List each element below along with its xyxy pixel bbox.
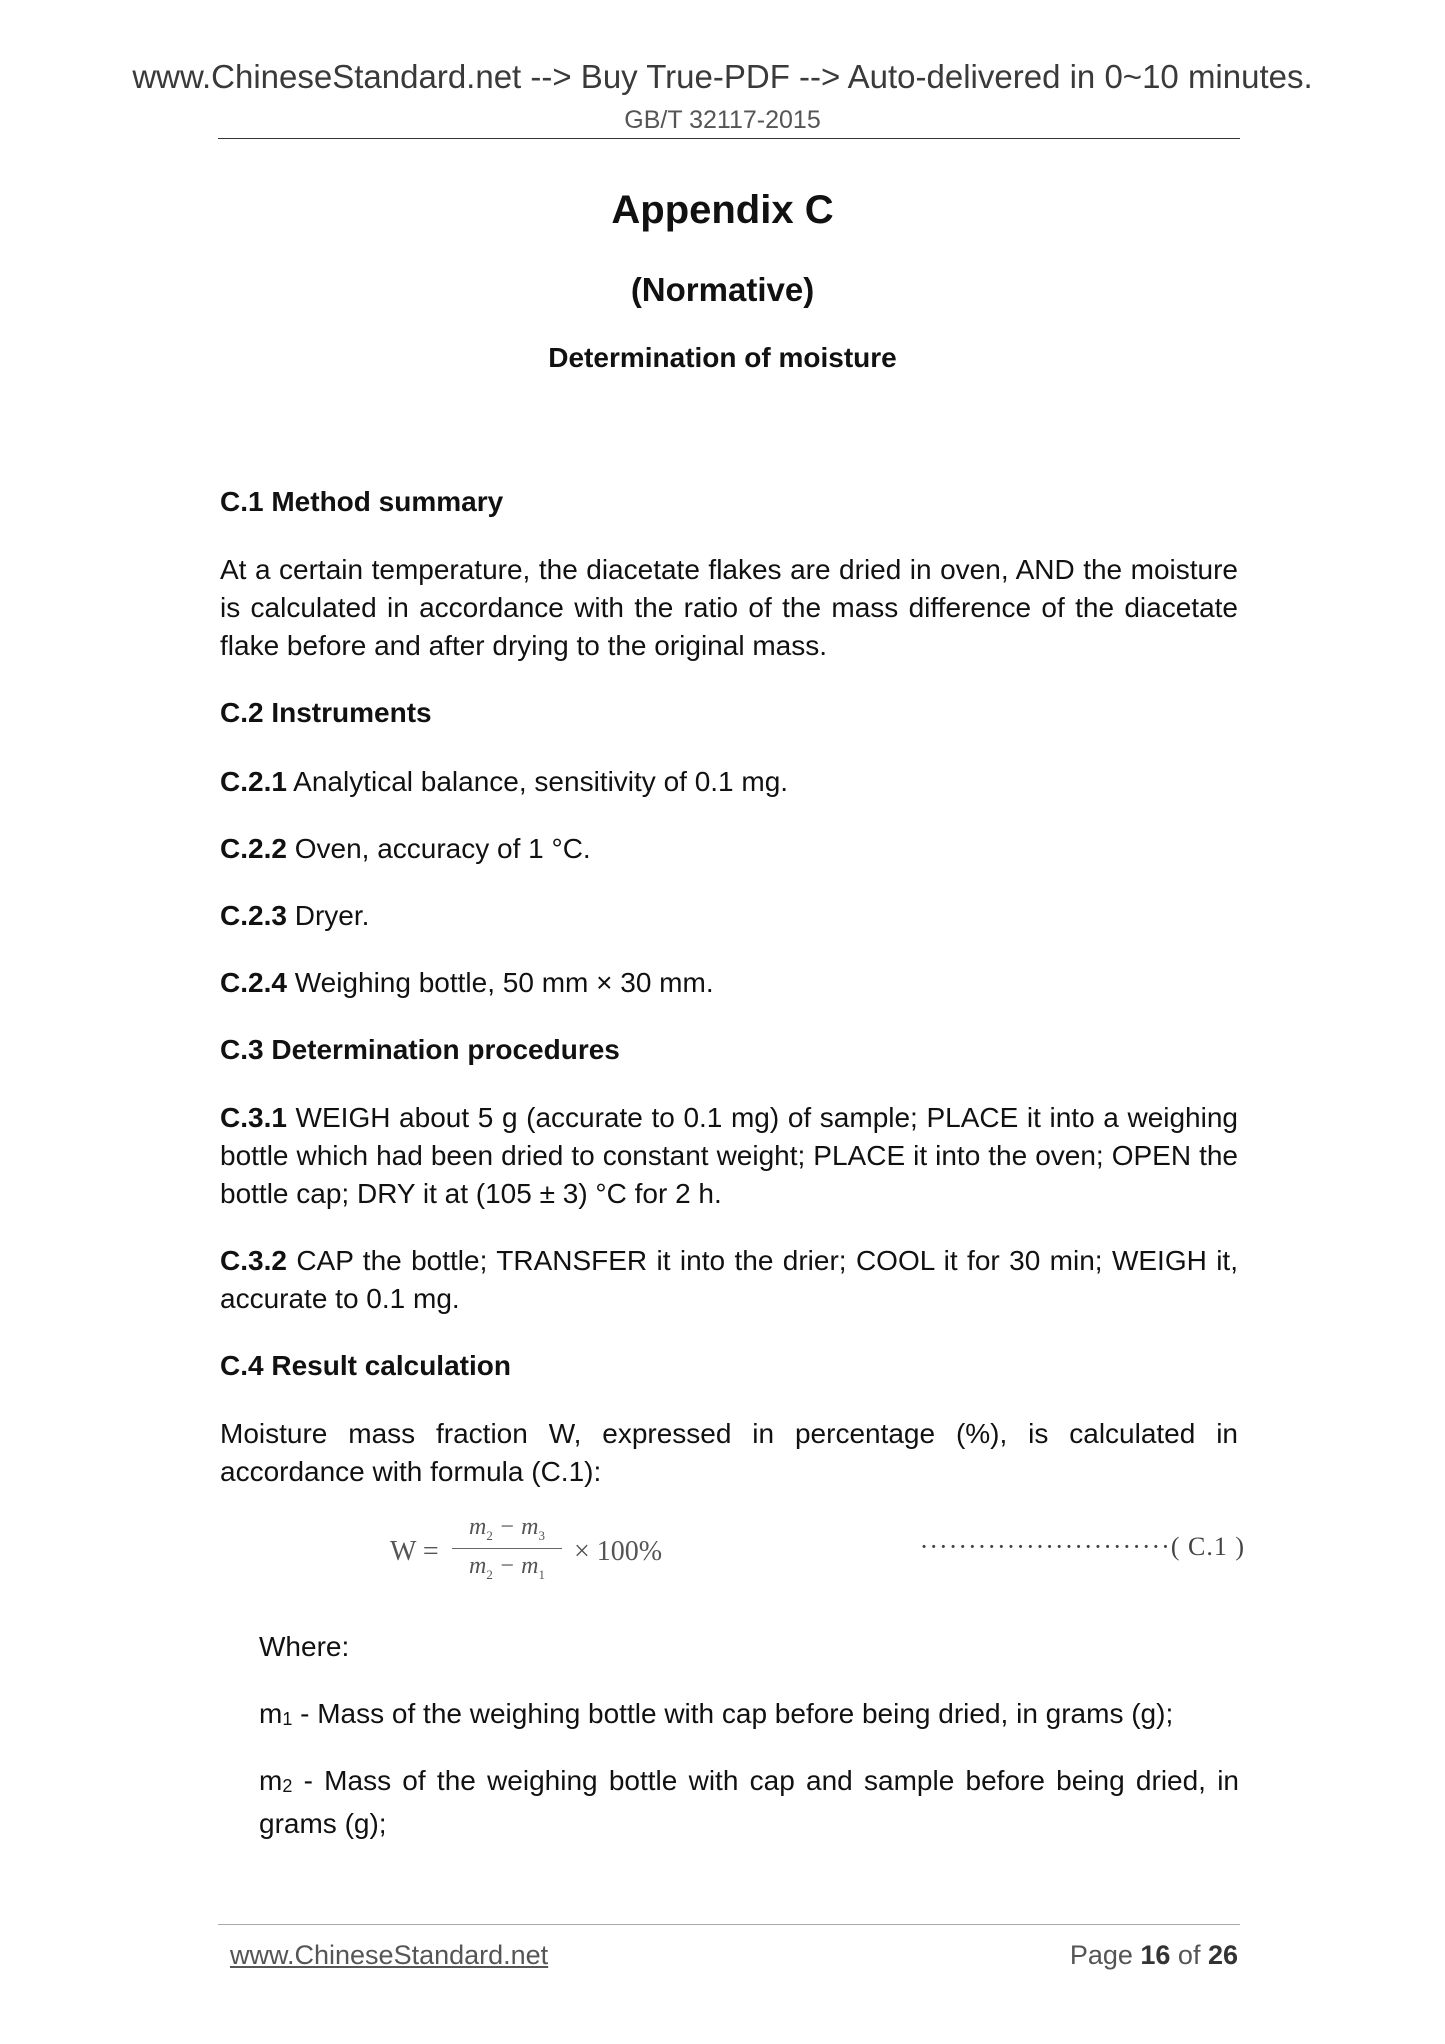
clause-number: C.2.3 — [220, 900, 287, 931]
procedure-item — [220, 1099, 1238, 1213]
section-heading-c4: C.4 Result calculation — [220, 1350, 511, 1381]
clause-text: Weighing bottle, 50 mm × 30 mm. — [286, 967, 714, 998]
section-heading-c3: C.3 Determination procedures — [220, 1034, 620, 1065]
formula-fraction — [452, 1514, 562, 1583]
formula-lhs: W = — [390, 1536, 439, 1567]
current-page: 16 — [1140, 1940, 1171, 1970]
clause-number: C.3.1 — [220, 1102, 287, 1133]
formula-denominator: $m_2 - m_1$ — [469, 1553, 545, 1582]
clause-number: C.2.4 — [220, 967, 287, 998]
appendix-title: Appendix C — [611, 188, 834, 232]
moisture-formula — [390, 1512, 790, 1588]
clause-text: Oven, accuracy of 1 °C. — [286, 833, 591, 864]
procedure-item — [220, 1242, 1238, 1318]
instrument-item — [220, 830, 1238, 868]
page-indicator: Page 16 of 26 — [1069, 1940, 1238, 1970]
footer-divider — [218, 1924, 1240, 1925]
variable-definition-m1: $m_1$ - Mass of the weighing bottle with cap before being dried, in grams (g); — [259, 1698, 1174, 1729]
appendix-subject: Determination of moisture — [548, 342, 897, 373]
variable-definition-m2: $m_2$ - Mass of the weighing bottle with cap and sample before being dried, in grams (g); — [259, 1765, 1239, 1839]
header-divider — [218, 138, 1240, 139]
instrument-item — [220, 897, 1238, 935]
instrument-item — [220, 964, 1238, 1002]
standard-code: GB/T 32117-2015 — [624, 106, 821, 134]
section-heading-c2: C.2 Instruments — [220, 697, 432, 728]
clause-number: C.2.1 — [220, 766, 287, 797]
total-pages: 26 — [1207, 1940, 1238, 1970]
clause-text: CAP the bottle; TRANSFER it into the drier; COOL it for 30 min; WEIGH it, accurate to 0.1 mg. — [220, 1245, 1238, 1314]
section-text-c1: At a certain temperature, the diacetate flakes are dried in oven, AND the moisture is calculated in accordance with the ratio of the mass difference of the diacetate flake before and after drying to the original mass. — [220, 554, 1238, 661]
section-heading-c1: C.1 Method summary — [220, 486, 504, 517]
clause-text: Dryer. — [286, 900, 370, 931]
clause-text: Analytical balance, sensitivity of 0.1 mg. — [286, 766, 789, 797]
normative-label: (Normative) — [630, 271, 815, 308]
where-label: Where: — [259, 1631, 350, 1662]
formula-numerator: $m_2 - m_3$ — [469, 1514, 545, 1543]
instrument-item — [220, 763, 1238, 801]
header-banner: www.ChineseStandard.net --> Buy True-PDF --> Auto-delivered in 0~10 minutes. — [132, 58, 1313, 95]
fraction-bar — [452, 1548, 562, 1549]
footer-site-link[interactable]: www.ChineseStandard.net — [230, 1940, 549, 1970]
formula-multiplier: × 100% — [574, 1536, 663, 1567]
section-text-c4: Moisture mass fraction W, expressed in percentage (%), is calculated in accordance with formula (C.1): — [220, 1418, 1238, 1487]
clause-number: C.3.2 — [220, 1245, 287, 1276]
clause-text: WEIGH about 5 g (accurate to 0.1 mg) of sample; PLACE it into a weighing bottle which had been dried to constant weight; PLACE it into the oven; OPEN the bottle cap; DRY it at (105 ± 3) °C for 2 h. — [220, 1102, 1238, 1209]
clause-number: C.2.2 — [220, 833, 287, 864]
formula-number: ··························( C.1 ) — [919, 1532, 1245, 1561]
